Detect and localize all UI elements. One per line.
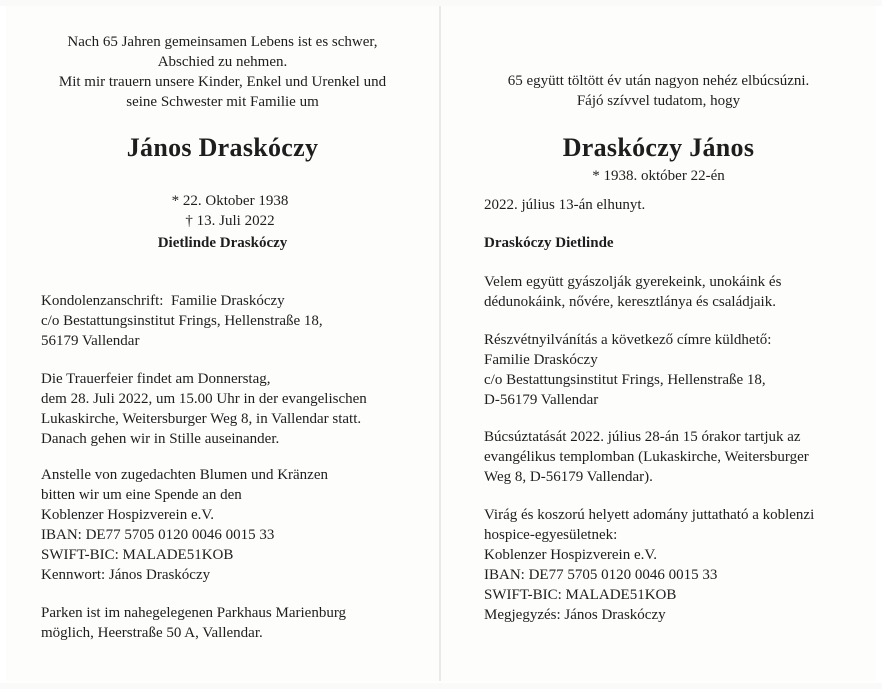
left-signature: Dietlinde Draskóczy xyxy=(157,235,288,251)
right-condolence-address: Részvétnyilvánítás a következő címre küldhető: Familie Draskóczy c/o Bestattungsinstitut Frings, Hellenstraße 18, D-56179 Vallendar xyxy=(484,332,772,408)
left-parking-info: Parken ist im nahegelegenen Parkhaus Marienburg möglich, Heerstraße 50 A, Vallendar. xyxy=(41,605,347,641)
left-condolence-address: Kondolenzanschrift: Familie Draskóczy c/o Bestattungsinstitut Frings, Hellenstraße 18, 56179 Vallendar xyxy=(41,293,323,349)
left-donation-info: Anstelle von zugedachten Blumen und Kränzen bitten wir um eine Spende an den Koblenzer Hospizverein e.V. IBAN: DE77 5705 0120 0046 0015 33 SWIFT-BIC: MALADE51KOB Kennwort: János Draskóczy xyxy=(41,467,328,583)
left-birth-date: * 22. Oktober 1938 xyxy=(171,193,289,209)
right-deceased-name: Draskóczy János xyxy=(562,133,755,162)
right-intro-text: 65 együtt töltött év után nagyon nehéz elbúcsúzni. Fájó szívvel tudatom, hogy xyxy=(507,73,810,109)
right-donation-info: Virág és koszorú helyett adomány juttatható a koblenzi hospice-egyesületnek: Koblenzer Hospizverein e.V. IBAN: DE77 5705 0120 0046 0015 33 SWIFT-BIC: MALADE51KOB Megjegyzés: János Draskóczy xyxy=(484,507,815,623)
left-death-date: † 13. Juli 2022 xyxy=(185,213,275,229)
right-ceremony-info: Búcsúztatását 2022. július 28-án 15 órakor tartjuk az evangélikus templomban (Lukaskirche, Weitersburger Weg 8, D-56179 Vallendar). xyxy=(484,429,809,485)
left-intro-text: Nach 65 Jahren gemeinsamen Lebens ist es schwer, Abschied zu nehmen. Mit mir trauern unsere Kinder, Enkel und Urenkel und seine Schwester mit Familie um xyxy=(58,34,387,110)
right-signature: Draskóczy Dietlinde xyxy=(484,235,614,251)
right-page-hungarian xyxy=(441,6,876,681)
paper-edge-bottom xyxy=(0,683,882,689)
right-birth-date: * 1938. október 22-én xyxy=(592,168,725,184)
left-deceased-name: János Draskóczy xyxy=(126,133,319,162)
right-mourners-text: Velem együtt gyászolják gyerekeink, unokáink és dédunokáink, nővére, keresztlánya és családjaik. xyxy=(484,274,782,310)
right-death-date: 2022. július 13-án elhunyt. xyxy=(484,197,646,213)
left-page-german xyxy=(6,6,439,681)
left-ceremony-info: Die Trauerfeier findet am Donnerstag, dem 28. Juli 2022, um 15.00 Uhr in der evangelischen Lukaskirche, Weitersburger Weg 8, in Vallendar statt. Danach gehen wir in Stille auseinander. xyxy=(41,371,367,447)
